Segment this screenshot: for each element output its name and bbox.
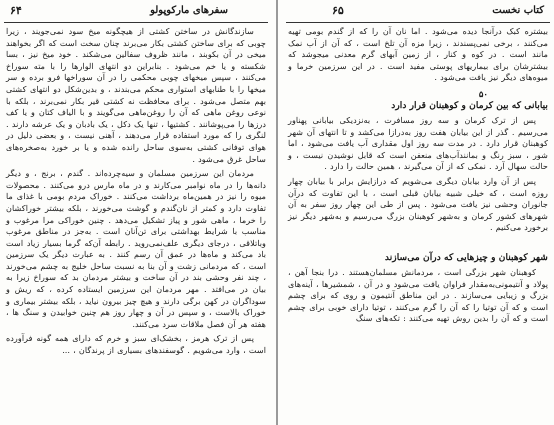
running-head-right: کتاب نخست — [492, 5, 544, 16]
page-number-right: ۶۵ — [332, 4, 344, 17]
right-page-body — [286, 23, 550, 325]
right-page — [286, 0, 550, 425]
left-page-header — [4, 4, 268, 23]
paragraph: مردمان این سرزمین مسلمان و سیه‌چرده‌اند . گندم ، برنج ، و دیگر دانه‌ها را در ماه نوامبر می‌کارند و در ماه مارس درو می‌کنند . محصولات میوه را نیز در همین‌ماه برداشت می‌کنند . خوراک مردم بومی با غذای ما تفاوت دارد و کمتر از نان‌گندم و گوشت می‌خورند ، بلکه بیشتر خوراکشان را خرما ، ماهی شور و پیاز تشکیل می‌دهد . چنین خوراکی مرا مرغوب و مناسب با شرایط بهداشتی برای تن‌آنان است . به‌جز در مناطق مرغوب وباتلاقی ، درجای دیگری علف‌نمی‌روید . رابطه آن‌که گرما بسیار زیاد است باد می‌کند و ماه‌ها در عمق آن رسم کنند . به عبارت دیگر یک سرزمین است ، که مردمانی زشت و آن بنا به نسبت ساحل خلیج به چشم می‌خورند ، چند نفر وحشی بند در آن ساخت و بیشتر مردمان بد که سوراخ زیرا به بیان در می‌افتد . مهر مردمان این سرزمین ایستاده کرده ، که ریش و سوداگران در کهن برگی دارند و هیچ چیز بیرون نیاید ، بلکه بیشتر بیماری و خوراک بالاست ، و سپس در آن و چهار روز هم چنین خوابیدن و سنگ ها ، هفته هر آن فصل ملاقات سرد می‌کنند. — [6, 168, 266, 329]
paragraph: بیشتره کبک درآنجا دیده می‌شود . اما نان آن را که از گندم بومی تهیه می‌کنند ، برخی نمی‌پسندند ، زیرا مزه آن تلخ است ، که آن از آب نمک مانند است . در کوه و کنار ، از زمین آبهای گرم معدنی میجوشد که بیشترشان برای بیماریهای پوستی مفید است . در این سرزمین خرما و میوه‌های دیگر نیز یافت می‌شود . — [288, 26, 548, 83]
paragraph: پس از ترک کرمان و سه روز مسافرت ، به‌نزدیکی بیابانی پهناور می‌رسیم . گذر از این بیابان هفت روز به‌درازا می‌کشد و تا انتهای آن شهر کوهبنان قرار دارد . در مدت سه روز اول مقداری آب یافت می‌شود ، اما شور ، سبز رنگ و بمانند‌آب‌های منعفن است که قابل نوشیدن نیست ، و حالت سهال آرد . نمکی که از آن می‌گیرند ، همین حالت را دارد . — [288, 114, 548, 172]
section-heading: بیابانی که بین کرمان و کوهبنان قرار دارد — [391, 99, 548, 111]
paragraph: کوهبنان شهر بزرگی است ، مردمانش مسلمان‌هستند . درا بنجا آهن ، پولاد و آنتیمونی‌به‌مقدار فراوان یافت می‌شود و در آن ، شمشیرها ، آینه‌های بزرگ و زیبایی می‌سازند . در این مناطق آنتیمون و روی که برای چشم است و که آن توتیا را که آن را گرم می‌کنند ، توتیا دارای خوبی برای چشم است و که آن را بدین روش تهیه می‌کنند : تکه‌های سنگ — [288, 266, 548, 324]
page-gutter — [276, 0, 278, 425]
paragraph: پس از آن وارد بیابان دیگری می‌شویم که درازایش برابر با بیابان چهار روزه است ، که خیلی شبیه بیابان قبلی است ، با این تفاوت که درآن جانوران وحشی نیز یافت می‌شود . پس از طی این چهار روز سفر به آن شهرهای کشور کرمان و به‌شهر کوهبنان بزرگ می‌رسیم و به‌شهر دیگر نیز برخورد می‌کنیم . — [288, 175, 548, 233]
paragraph: سازندگانش در ساختن کشتی از هیچگونه میخ سود نمی‌جویند ، زیرا چوبی که برای ساختن کشتی بکار می‌برند چنان سخت است که اگر بخواهند میخی در آن بکوبند ، مانند ظروف سفالین می‌شکند . خود میخ نیز ، بسا شکسته و یا خم می‌شود . بنابراین دو انتهای الوارها را با مته سوراخ می‌کنند ، سپس میخهای چوبی محکمی را در آن سوراخها فرو برده و سر میخها را با طنابهای استواری محکم می‌بندند ، و بدین‌شکل دو انتهای کشتی بهم متصل می‌شود . برای محافظت نه کشتی قیر بکار نمی‌برند ، بلکه با نوعی روغن ماهی که آن را روغن‌ماهی می‌گویند و با الیاف کتان و یا کف درزها را می‌پوشانند . کشتیها ، تنها یک دکل ، یک بادبان و یک عرشه دارند . لنگری را که مورد استفاده قرار می‌دهند ، آهنی نیست ، و بعضی دلیل در هوای توفانی کشتی به‌سوی ساحل رانده شده و یا بر خورد به‌صخره‌های ساحل غرق می‌شود . — [6, 26, 266, 164]
right-page-header — [286, 4, 550, 23]
left-page-body — [4, 23, 268, 357]
paragraph: پس از ترک هرمز ، بخشک‌ای سبز و خرم که دارای همه گونه فرآورده است ، وارد می‌شویم . گوسفندهای بسیاری از پرندگان ، ... — [6, 333, 266, 356]
running-head-left: سفرهای مارکوپولو — [150, 5, 228, 16]
section-heading: شهر کوهبنان و چیزهایی که درآن می‌سازند — [384, 251, 548, 263]
section-number: ۵۰ — [478, 89, 488, 100]
page-number-left: ۶۴ — [10, 4, 22, 17]
left-page — [4, 0, 268, 425]
